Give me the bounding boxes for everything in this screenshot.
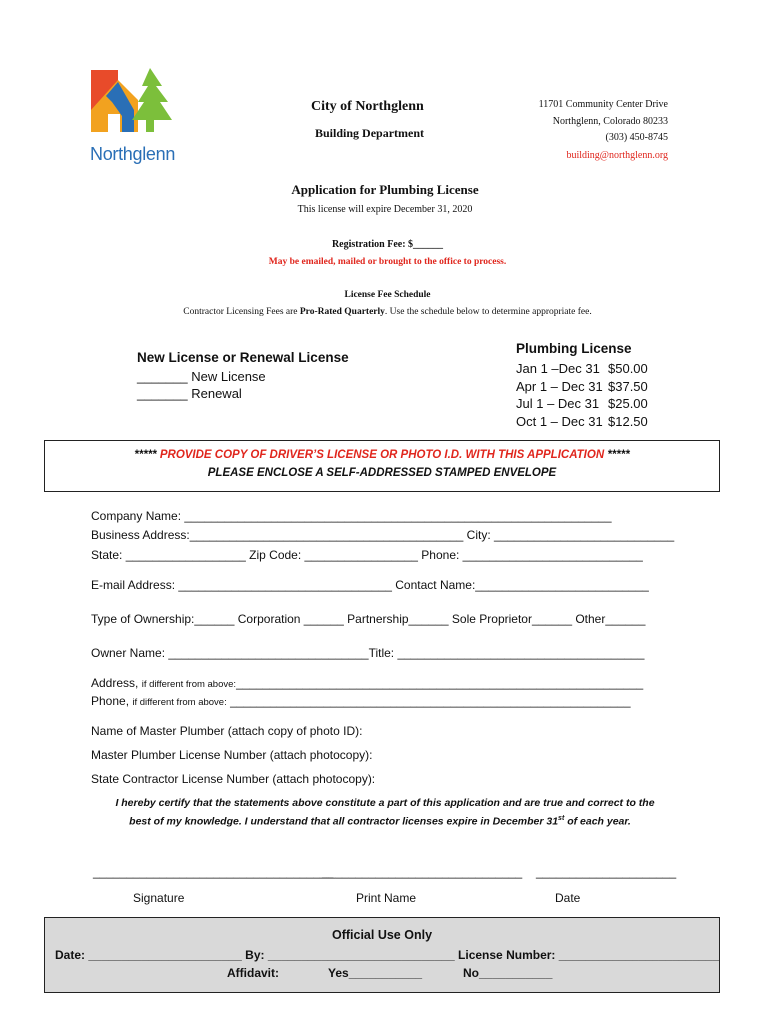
owner-title-field[interactable]: Owner Name: ______________________________Title: _____________________________________: [91, 646, 645, 660]
alt-phone-field[interactable]: [91, 694, 631, 708]
notice-stars-left: *****: [134, 449, 160, 461]
fee-row: [516, 413, 648, 431]
notice-line1: [45, 449, 719, 461]
fee-period: Apr 1 – Dec 31: [516, 378, 603, 394]
alt-phone-line[interactable]: ____________________________________________________________: [226, 694, 631, 708]
registration-fee: Registration Fee: $______: [331, 239, 444, 250]
email-contact-field[interactable]: E-mail Address: ________________________________ Contact Name:__________________________: [91, 578, 649, 592]
alt-address-field[interactable]: [91, 676, 643, 690]
fee-schedule-note: [0, 307, 770, 317]
fee-period: Jul 1 – Dec 31: [516, 396, 600, 411]
print-name-line[interactable]: ______________________________: [322, 865, 523, 879]
print-name-label: Print Name: [356, 891, 417, 905]
delivery-note: May be emailed, mailed or brought to the office to process.: [268, 257, 507, 267]
license-type-heading: New License or Renewal License: [137, 350, 349, 365]
notice-stars-right: *****: [604, 449, 630, 461]
affidavit-label: Affidavit:: [227, 966, 279, 980]
fee-row: [516, 360, 648, 378]
plumbing-fee-table: [516, 360, 648, 430]
fee-note-prefix: Contractor Licensing Fees are: [183, 307, 300, 317]
official-use-heading: Official Use Only: [331, 928, 433, 942]
option-new-license[interactable]: _______ New License: [137, 369, 266, 384]
city-name: City of Northglenn: [311, 99, 424, 114]
company-name-field[interactable]: Company Name: ________________________________________________________________: [91, 509, 612, 523]
affidavit-no[interactable]: No___________: [463, 966, 553, 980]
certification-superscript: st: [558, 815, 565, 822]
phone-number: (303) 450-8745: [605, 132, 668, 143]
official-row-date-by-license[interactable]: Date: _______________________ By: ____________________________ License Number: ________________________: [55, 948, 719, 962]
signature-line[interactable]: ____________________________________: [93, 865, 334, 879]
fee-amount: $50.00: [608, 361, 648, 376]
certification-line1: I hereby certify that the statements above constitute a part of this application and are true and correct to the: [115, 797, 655, 809]
expiry-note: This license will expire December 31, 2020: [297, 204, 473, 215]
email-link[interactable]: building@northglenn.org: [566, 150, 668, 161]
master-license-field[interactable]: Master Plumber License Number (attach photocopy):: [91, 748, 373, 762]
fee-row: [516, 395, 648, 413]
signature-label: Signature: [133, 891, 185, 905]
notice-box: [44, 440, 720, 492]
form-title: Application for Plumbing License: [291, 182, 479, 197]
date-line[interactable]: _____________________: [536, 865, 677, 879]
business-address-field[interactable]: Business Address:_________________________________________ City: ___________________________: [91, 528, 675, 542]
certification-line2: [0, 815, 760, 828]
alt-phone-hint: if different from above:: [132, 697, 227, 708]
notice-id-requirement: PROVIDE COPY OF DRIVER’S LICENSE OR PHOTO I.D. WITH THIS APPLICATION: [159, 449, 605, 461]
fee-note-suffix: . Use the schedule below to determine appropriate fee.: [384, 307, 592, 317]
alt-address-hint: if different from above:: [141, 679, 237, 690]
fee-amount: $37.50: [608, 378, 648, 394]
master-plumber-field[interactable]: Name of Master Plumber (attach copy of photo ID):: [91, 724, 363, 738]
fee-schedule-heading: License Fee Schedule: [344, 290, 431, 300]
fee-period: Jan 1 –Dec 31: [516, 361, 600, 376]
alt-address-label: Address,: [91, 676, 142, 690]
affidavit-yes[interactable]: Yes___________: [328, 966, 423, 980]
date-label: Date: [555, 891, 581, 905]
state-license-field[interactable]: State Contractor License Number (attach photocopy):: [91, 772, 376, 786]
option-renewal[interactable]: _______ Renewal: [137, 386, 242, 401]
department-name: Building Department: [315, 126, 425, 140]
notice-line2: PLEASE ENCLOSE A SELF-ADDRESSED STAMPED ENVELOPE: [207, 467, 557, 479]
fee-amount: $12.50: [608, 413, 648, 429]
address-line2: Northglenn, Colorado 80233: [552, 116, 668, 127]
state-zip-phone-field[interactable]: State: __________________ Zip Code: _________________ Phone: ___________________________: [91, 548, 643, 562]
certification-text-end: of each year.: [564, 815, 631, 828]
northglenn-logo: [88, 66, 188, 170]
alt-phone-label: Phone,: [91, 694, 133, 708]
fee-period: Oct 1 – Dec 31: [516, 413, 603, 429]
license-type-options: [137, 368, 266, 402]
logo-wordmark: Northglenn: [90, 144, 176, 164]
fee-row: [516, 378, 648, 396]
address-line1: 11701 Community Center Drive: [538, 99, 668, 110]
alt-address-line[interactable]: _____________________________________________________________: [236, 676, 644, 690]
official-use-box: [44, 917, 720, 993]
fee-amount: $25.00: [608, 396, 648, 411]
certification-text: best of my knowledge. I understand that all contractor licenses expire in December 31: [129, 815, 559, 828]
fee-note-bold: Pro-Rated Quarterly: [299, 307, 385, 317]
ownership-type-field[interactable]: Type of Ownership:______ Corporation ______ Partnership______ Sole Proprietor______ Other______: [91, 612, 646, 626]
plumbing-license-heading: Plumbing License: [516, 341, 632, 356]
